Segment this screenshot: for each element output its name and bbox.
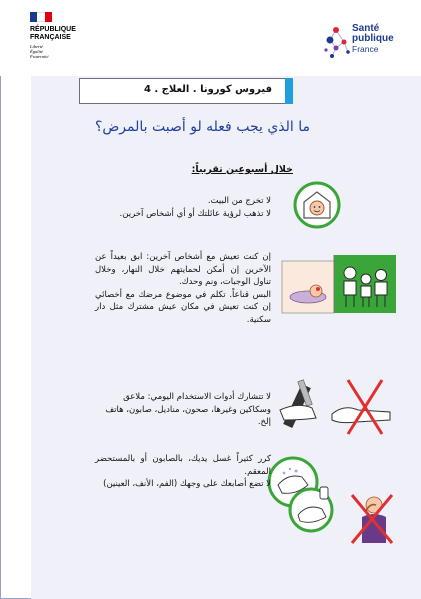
no-sharing-icon [278,374,396,440]
section-line: لا تذهب لرؤية عائلتك أو أي أشخاص آخرين. [119,208,271,219]
sante-publique-france-logo [322,22,402,62]
spf-wordmark: Santé publique France [352,23,394,54]
rf-motto: Liberté Égalité Fraternité [30,44,49,59]
spf-molecule-icon [322,22,352,62]
section-line: البس قناعاً. تكلم في موضوع مرضك مع أخصائي إن كنت تعيش في مكان عيش مشترك مثل دار سكنية. [95,289,271,325]
section-subtitle: خلال أسبوعين تقريباً: [191,164,293,175]
section-line: إن كنت تعيش مع أشخاص آخرين: ابق بعيداً عن الآخرين إن أمكن لحمايتهم خلال النهار، وخلال تناول الوجبات، ونم وحدك. [95,252,271,287]
republique-francaise-logo [30,12,100,59]
section-hand-hygiene [95,453,271,491]
section-line: لا تخرج من البيت. [207,196,271,206]
header [0,0,421,76]
banner-accent [285,78,293,104]
hand-hygiene-icon [266,455,396,547]
rf-name: RÉPUBLIQUE FRANÇAISE [30,26,76,41]
section-line: لا تتشارك أدوات الاستخدام اليومي: ملاعق وسكاكين وغيرها، صحون، مناديل، صابون، هاتف إلخ. [105,392,271,427]
section-line: لا تضع أصابعك على وجهك (الفم، الأنف، العينين) [103,479,271,489]
stay-home-icon [292,180,342,230]
section-stay-home [71,195,271,220]
french-flag-icon [30,12,52,22]
section-line: كرر كثيراً غسل يديك، بالصابون أو بالمستحضر المعقم. [95,454,271,477]
section-isolation [95,251,271,326]
banner-text: فيروس كورونا . العلاج . 4 [143,84,272,95]
section-banner [79,78,293,104]
section-no-sharing [95,391,271,429]
page-title: ما الذي يجب فعله لو أصبت بالمرض؟ [94,119,310,135]
isolation-icon [280,251,398,315]
